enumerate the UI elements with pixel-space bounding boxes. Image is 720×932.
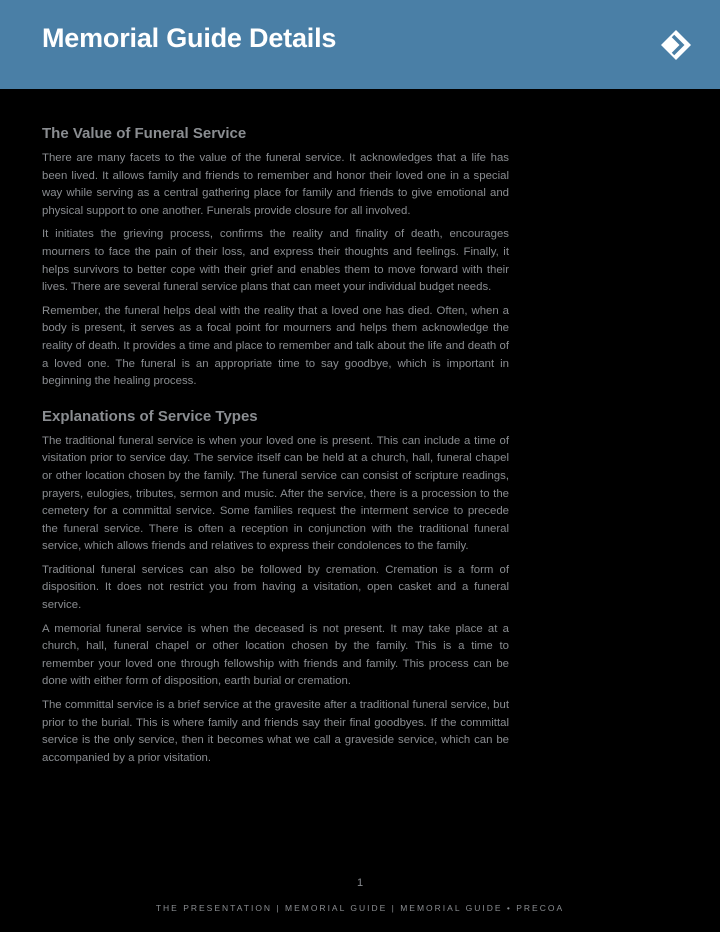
paragraph: There are many facets to the value of the funeral service. It acknowledges that a life has been lived. It allows family and friends to remember and honor their loved one in a special way while serving as a central gathering place for family and friends to give emotional and physical support to one another. Funerals provide closure for all involved. <box>42 152 509 217</box>
paragraph: Traditional funeral services can also be followed by cremation. Cremation is a form of disposition. It does not restrict you from having a visitation, open casket and a funeral service. <box>42 563 509 612</box>
paragraph: The traditional funeral service is when your loved one is present. This can include a time of visitation prior to service day. The service itself can be held at a church, hall, funeral chapel or other location chosen by the family. The funeral service can consist of scripture readings, prayers, eulogies, tributes, sermon and music. After the service, there is a procession to the cemetery for a committal service. Some families request the interment service to precede the funeral service. There is often a reception in conjunction with the traditional funeral service, which allows friends and relatives to express their condolences to the family. <box>42 434 509 553</box>
diamond-logo-icon <box>660 29 692 61</box>
page-header <box>0 0 720 89</box>
page-number: 1 <box>356 877 364 889</box>
page-title: Memorial Guide Details <box>42 23 337 53</box>
paragraph: It initiates the grieving process, confirms the reality and finality of death, encourages mourners to face the pain of their loss, and express their thoughts and feelings. Finally, it helps survivors to better cope with their grief and enables them to move forward with their lives. There are several funeral service plans that can meet your individual budget needs. <box>42 228 509 294</box>
section-heading-service-types: Explanations of Service Types <box>42 407 258 425</box>
main-content <box>42 124 509 773</box>
page-footer: THE PRESENTATION | MEMORIAL GUIDE | MEMORIAL GUIDE • PRECOA <box>155 903 565 913</box>
section-heading-value-of-funeral-service: The Value of Funeral Service <box>42 125 247 142</box>
paragraph: A memorial funeral service is when the deceased is not present. It may take place at a church, hall, funeral chapel or other location chosen by the family. This is a time to remember your loved one through fellowship with friends and family. This process can be done with either form of disposition, earth burial or cremation. <box>42 622 509 688</box>
paragraph: The committal service is a brief service at the gravesite after a traditional funeral service, but prior to the burial. This is where family and friends say their final goodbyes. If the committal service is the only service, then it becomes what we call a graveside service, which can be accompanied by a prior visitation. <box>42 699 509 764</box>
paragraph: Remember, the funeral helps deal with the reality that a loved one has died. Often, when a body is present, it serves as a focal point for mourners and helps them acknowledge the reality of death. It provides a time and place to remember and talk about the life and death of a loved one. The funeral is an appropriate time to say goodbye, which is important in beginning the healing process. <box>42 304 509 388</box>
